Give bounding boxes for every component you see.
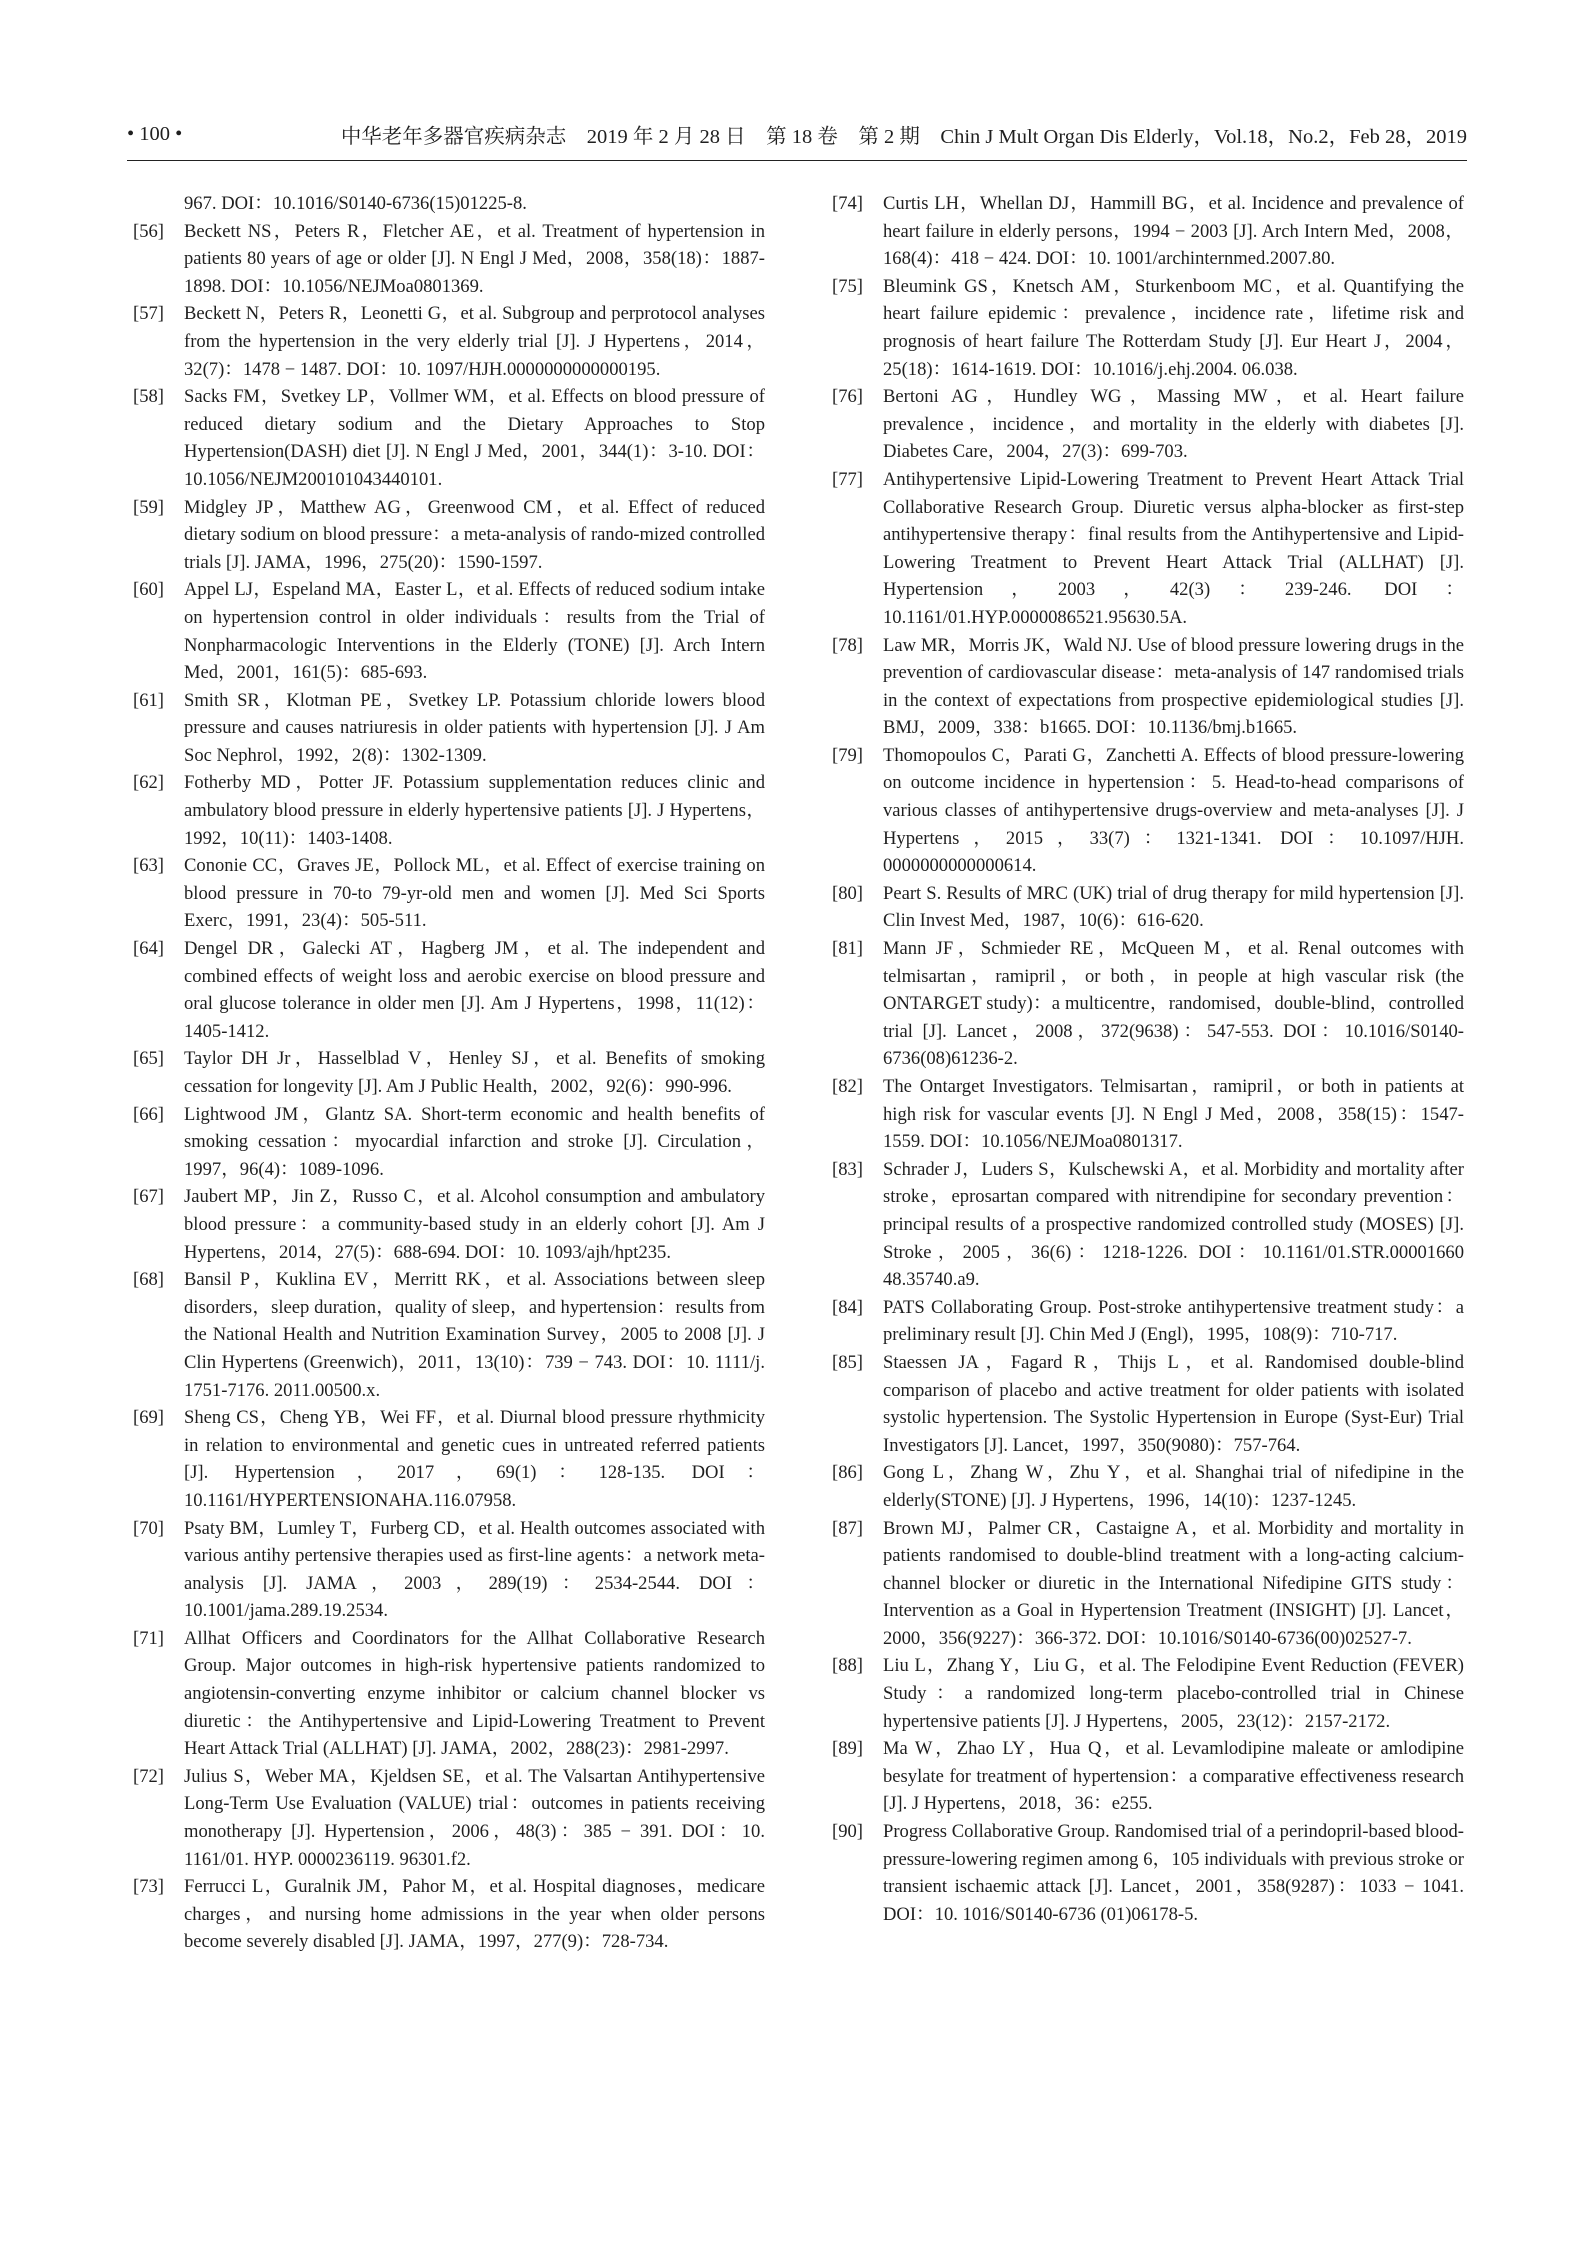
reference-number: [68]	[133, 1269, 164, 1291]
reference-entry	[832, 1294, 1464, 1349]
reference-entry	[832, 935, 1464, 1073]
reference-number: [70]	[133, 1517, 164, 1539]
reference-number: [87]	[832, 1517, 863, 1539]
reference-text: Dengel DR，Galecki AT，Hagberg JM，et al. The independent and combined effects of weight loss and aerobic exercise on blood pressure and oral glucose tolerance in older men [J]. Am J Hypertens，1998，11(12)：1405-1412.	[184, 938, 765, 1042]
reference-number: [76]	[832, 386, 863, 408]
reference-number: [57]	[133, 303, 164, 325]
reference-entry	[133, 576, 765, 686]
reference-entry	[133, 383, 765, 493]
reference-text: PATS Collaborating Group. Post-stroke antihypertensive treatment study：a preliminary result [J]. Chin Med J (Engl)，1995，108(9)：710-717.	[883, 1296, 1464, 1346]
reference-text: Curtis LH，Whellan DJ，Hammill BG，et al. Incidence and prevalence of heart failure in elderly persons，1994 − 2003 [J]. Arch Intern Med，2008，168(4)：418 − 424. DOI：10. 1001/archinternmed.2007.80.	[883, 193, 1464, 270]
reference-entry	[832, 632, 1464, 742]
reference-number: [72]	[133, 1765, 164, 1787]
reference-text: Antihypertensive Lipid-Lowering Treatment to Prevent Heart Attack Trial Collaborative Research Group. Diuretic versus alpha-blocker as first-step antihypertensive therapy：final results from the Antihypertensive and Lipid-Lowering Treatment to Prevent Heart Attack Trial (ALLHAT) [J]. Hypertension，2003，42(3)：239-246. DOI：10.1161/01.HYP.0000086521.95630.5A.	[883, 468, 1464, 628]
reference-entry	[133, 1625, 765, 1763]
reference-text: Lightwood JM，Glantz SA. Short-term economic and health benefits of smoking cessation：myocardial infarction and stroke [J]. Circulation，1997，96(4)：1089-1096.	[184, 1103, 765, 1180]
reference-entry	[832, 190, 1464, 273]
reference-text: Ferrucci L，Guralnik JM，Pahor M，et al. Hospital diagnoses，medicare charges，and nursing home admissions in the year when older persons become severely disabled [J]. JAMA，1997，277(9)：728-734.	[184, 1876, 765, 1953]
reference-text: Peart S. Results of MRC (UK) trial of drug therapy for mild hypertension [J]. Clin Invest Med，1987，10(6)：616-620.	[883, 882, 1464, 932]
reference-number: [62]	[133, 772, 164, 794]
reference-entry	[133, 1045, 765, 1100]
reference-number: [56]	[133, 220, 164, 242]
reference-text: Jaubert MP，Jin Z，Russo C，et al. Alcohol consumption and ambulatory blood pressure：a community-based study in an elderly cohort [J]. Am J Hypertens，2014，27(5)：688-694. DOI：10. 1093/ajh/hpt235.	[184, 1186, 765, 1263]
reference-text: Julius S，Weber MA，Kjeldsen SE，et al. The Valsartan Antihypertensive Long-Term Use Evaluation (VALUE) trial：outcomes in patients receiving monotherapy [J]. Hypertension，2006，48(3)：385 − 391. DOI：10. 1161/01. HYP. 0000236119. 96301.f2.	[184, 1765, 765, 1870]
reference-text: Bansil P，Kuklina EV，Merritt RK，et al. Associations between sleep disorders，sleep duration，quality of sleep，and hypertension：results from the National Health and Nutrition Examination Survey，2005 to 2008 [J]. J Clin Hypertens (Greenwich)，2011，13(10)：739 − 743. DOI：10. 1111/j. 1751-7176. 2011.00500.x.	[184, 1269, 765, 1401]
reference-text: Staessen JA，Fagard R，Thijs L，et al. Randomised double-blind comparison of placebo and active treatment for older patients with isolated systolic hypertension. The Systolic Hypertension in Europe (Syst-Eur) Trial Investigators [J]. Lancet，1997，350(9080)：757-764.	[883, 1351, 1464, 1456]
reference-text: Law MR，Morris JK，Wald NJ. Use of blood pressure lowering drugs in the prevention of cardiovascular disease：meta-analysis of 147 randomised trials in the context of expectations from prospective epidemiological studies [J]. BMJ，2009，338：b1665. DOI：10.1136/bmj.b1665.	[883, 634, 1464, 739]
reference-list-right	[832, 190, 1464, 1928]
reference-number: [67]	[133, 1186, 164, 1208]
reference-continuation: 967. DOI：10.1016/S0140-6736(15)01225-8.	[184, 193, 527, 214]
reference-entry	[133, 1515, 765, 1625]
reference-entry	[133, 1873, 765, 1956]
reference-entry	[133, 1404, 765, 1514]
reference-text: Taylor DH Jr，Hasselblad V，Henley SJ，et al. Benefits of smoking cessation for longevity [J]. Am J Public Health，2002，92(6)：990-996.	[184, 1048, 765, 1097]
reference-number: [66]	[133, 1103, 164, 1125]
reference-text: Smith SR，Klotman PE，Svetkey LP. Potassium chloride lowers blood pressure and causes natriuresis in older patients with hypertension [J]. J Am Soc Nephrol，1992，2(8)：1302-1309.	[184, 689, 765, 766]
reference-number: [79]	[832, 744, 863, 766]
reference-number: [74]	[832, 193, 863, 214]
reference-text: Sheng CS，Cheng YB，Wei FF，et al. Diurnal blood pressure rhythmicity in relation to environmental and genetic cues in untreated referred patients [J]. Hypertension，2017，69(1)：128-135. DOI：10.1161/HYPERTENSIONAHA.116.07958.	[184, 1407, 765, 1511]
journal-citation-line: 中华老年多器官疾病杂志 2019 年 2 月 28 日 第 18 卷 第 2 期 Chin J Mult Organ Dis Elderly，Vol.18，No.2，Feb 28，2019	[340, 126, 1467, 148]
reference-entry	[133, 1266, 765, 1404]
reference-number: [59]	[133, 496, 164, 518]
reference-text: Beckett NS，Peters R，Fletcher AE，et al. Treatment of hypertension in patients 80 years of age or older [J]. N Engl J Med，2008，358(18)：1887-1898. DOI：10.1056/NEJMoa0801369.	[184, 220, 765, 297]
reference-text: Brown MJ，Palmer CR，Castaigne A，et al. Morbidity and mortality in patients randomised to double-blind treatment with a long-acting calcium-channel blocker or diuretic in the International Nifedipine GITS study：Intervention as a Goal in Hypertension Treatment (INSIGHT) [J]. Lancet，2000，356(9227)：366-372. DOI：10.1016/S0140-6736(00)02527-7.	[883, 1517, 1464, 1649]
reference-column-left	[133, 190, 765, 1956]
reference-entry	[832, 1349, 1464, 1459]
reference-number: [75]	[832, 275, 863, 297]
reference-number: [90]	[832, 1821, 863, 1843]
reference-column-right	[832, 190, 1464, 1928]
reference-entry	[133, 218, 765, 301]
reference-number: [65]	[133, 1048, 164, 1070]
running-header	[127, 116, 1467, 152]
reference-entry	[832, 1735, 1464, 1818]
reference-entry	[133, 1763, 765, 1873]
reference-entry	[133, 494, 765, 577]
reference-text: Bleumink GS，Knetsch AM，Sturkenboom MC，et al. Quantifying the heart failure epidemic：prevalence，incidence rate，lifetime risk and prognosis of heart failure The Rotterdam Study [J]. Eur Heart J，2004，25(18)：1614-1619. DOI：10.1016/j.ehj.2004. 06.038.	[883, 275, 1464, 380]
reference-text: Progress Collaborative Group. Randomised trial of a perindopril-based blood-pressure-lowering regimen among 6，105 individuals with previous stroke or transient ischaemic attack [J]. Lancet，2001，358(9287)：1033 − 1041. DOI：10. 1016/S0140-6736 (01)06178-5.	[883, 1821, 1464, 1925]
reference-text: Beckett N，Peters R，Leonetti G，et al. Subgroup and perprotocol analyses from the hypertension in the very elderly trial [J]. J Hypertens，2014，32(7)：1478 − 1487. DOI：10. 1097/HJH.0000000000000195.	[184, 303, 765, 380]
reference-entry	[832, 1818, 1464, 1928]
reference-entry	[832, 880, 1464, 935]
reference-entry	[133, 1183, 765, 1266]
reference-number: [77]	[832, 468, 863, 490]
reference-number: [63]	[133, 855, 164, 877]
reference-text: Psaty BM，Lumley T，Furberg CD，et al. Health outcomes associated with various antihy pertensive therapies used as first-line agents：a network meta-analysis [J]. JAMA，2003，289(19)：2534-2544. DOI：10.1001/jama.289.19.2534.	[184, 1517, 765, 1622]
reference-text: Fotherby MD，Potter JF. Potassium supplementation reduces clinic and ambulatory blood pressure in elderly hypertensive patients [J]. J Hypertens，1992，10(11)：1403-1408.	[184, 772, 765, 849]
reference-entry	[832, 1073, 1464, 1156]
reference-text: Mann JF，Schmieder RE，McQueen M，et al. Renal outcomes with telmisartan，ramipril，or both，in people at high vascular risk (the ONTARGET study)：a multicentre，randomised，double-blind，controlled trial [J]. Lancet，2008，372(9638)：547-553. DOI：10.1016/S0140-6736(08)61236-2.	[883, 938, 1464, 1070]
reference-number: [86]	[832, 1462, 863, 1484]
reference-text: Thomopoulos C，Parati G，Zanchetti A. Effects of blood pressure-lowering on outcome incidence in hypertension：5. Head-to-head comparisons of various classes of antihypertensive drugs-overview and meta-analyses [J]. J Hypertens，2015，33(7)：1321-1341. DOI：10.1097/HJH. 0000000000000614.	[883, 744, 1464, 877]
reference-number: [61]	[133, 689, 164, 711]
reference-text: Midgley JP，Matthew AG，Greenwood CM，et al. Effect of reduced dietary sodium on blood pressure：a meta-analysis of rando-mized controlled trials [J]. JAMA，1996，275(20)：1590-1597.	[184, 496, 765, 573]
reference-entry	[832, 1652, 1464, 1735]
reference-text: Schrader J，Luders S，Kulschewski A，et al. Morbidity and mortality after stroke，eprosartan compared with nitrendipine for secondary prevention：principal results of a prospective randomized controlled study (MOSES) [J]. Stroke，2005，36(6)：1218-1226. DOI：10.1161/01.STR.00001660 48.35740.a9.	[883, 1158, 1464, 1291]
reference-text: Appel LJ，Espeland MA，Easter L，et al. Effects of reduced sodium intake on hypertension control in older individuals：results from the Trial of Nonpharmacologic Interventions in the Elderly (TONE) [J]. Arch Intern Med，2001，161(5)：685-693.	[184, 579, 765, 684]
reference-entry	[832, 1459, 1464, 1514]
reference-number: [69]	[133, 1407, 164, 1429]
reference-text: Gong L，Zhang W，Zhu Y，et al. Shanghai trial of nifedipine in the elderly(STONE) [J]. J Hypertens，1996，14(10)：1237-1245.	[883, 1462, 1464, 1511]
reference-text: Bertoni AG，Hundley WG，Massing MW，et al. Heart failure prevalence，incidence，and mortality in the elderly with diabetes [J]. Diabetes Care，2004，27(3)：699-703.	[883, 386, 1464, 463]
reference-number: [71]	[133, 1627, 164, 1649]
reference-text: Allhat Officers and Coordinators for the Allhat Collaborative Research Group. Major outcomes in high-risk hypertensive patients randomized to angiotensin-converting enzyme inhibitor or calcium channel blocker vs diuretic：the Antihypertensive and Lipid-Lowering Treatment to Prevent Heart Attack Trial (ALLHAT) [J]. JAMA，2002，288(23)：2981-2997.	[184, 1627, 765, 1760]
reference-text: Sacks FM，Svetkey LP，Vollmer WM，et al. Effects on blood pressure of reduced dietary sodium and the Dietary Approaches to Stop Hypertension(DASH) diet [J]. N Engl J Med，2001，344(1)：3-10. DOI：10.1056/NEJM200101043440101.	[184, 386, 765, 490]
reference-number: [88]	[832, 1655, 863, 1677]
reference-number: [89]	[832, 1738, 863, 1760]
reference-entry	[133, 935, 765, 1045]
reference-number: [58]	[133, 386, 164, 408]
reference-number: [78]	[832, 634, 863, 656]
reference-number: [80]	[832, 882, 863, 904]
reference-entry	[133, 769, 765, 852]
reference-entry	[832, 1515, 1464, 1653]
reference-text: The Ontarget Investigators. Telmisartan，ramipril，or both in patients at high risk for vascular events [J]. N Engl J Med，2008，358(15)：1547-1559. DOI：10.1056/NEJMoa0801317.	[883, 1076, 1464, 1153]
header-rule	[127, 160, 1467, 161]
reference-number: [84]	[832, 1296, 863, 1318]
reference-entry	[832, 273, 1464, 383]
reference-entry	[133, 300, 765, 383]
reference-text: Cononie CC，Graves JE，Pollock ML，et al. Effect of exercise training on blood pressure in 70-to 79-yr-old men and women [J]. Med Sci Sports Exerc，1991，23(4)：505-511.	[184, 855, 765, 932]
reference-number: [73]	[133, 1876, 164, 1898]
reference-list-left	[133, 218, 765, 1956]
reference-number: [83]	[832, 1158, 863, 1180]
reference-text: Ma W，Zhao LY，Hua Q，et al. Levamlodipine maleate or amlodipine besylate for treatment of hypertension：a comparative effectiveness research [J]. J Hypertens，2018，36：e255.	[883, 1738, 1464, 1815]
reference-entry	[133, 852, 765, 935]
reference-number: [82]	[832, 1076, 863, 1097]
reference-entry	[133, 687, 765, 770]
page-number: • 100 •	[127, 122, 183, 145]
reference-entry	[832, 383, 1464, 466]
reference-entry	[832, 1156, 1464, 1294]
reference-text: Liu L，Zhang Y，Liu G，et al. The Felodipine Event Reduction (FEVER) Study：a randomized long-term placebo-controlled trial in Chinese hypertensive patients [J]. J Hypertens，2005，23(12)：2157-2172.	[883, 1655, 1464, 1732]
reference-number: [85]	[832, 1351, 863, 1373]
reference-entry	[133, 1101, 765, 1184]
reference-entry	[832, 466, 1464, 632]
reference-number: [64]	[133, 938, 164, 960]
reference-entry	[832, 742, 1464, 880]
reference-number: [60]	[133, 579, 164, 601]
reference-number: [81]	[832, 938, 863, 960]
